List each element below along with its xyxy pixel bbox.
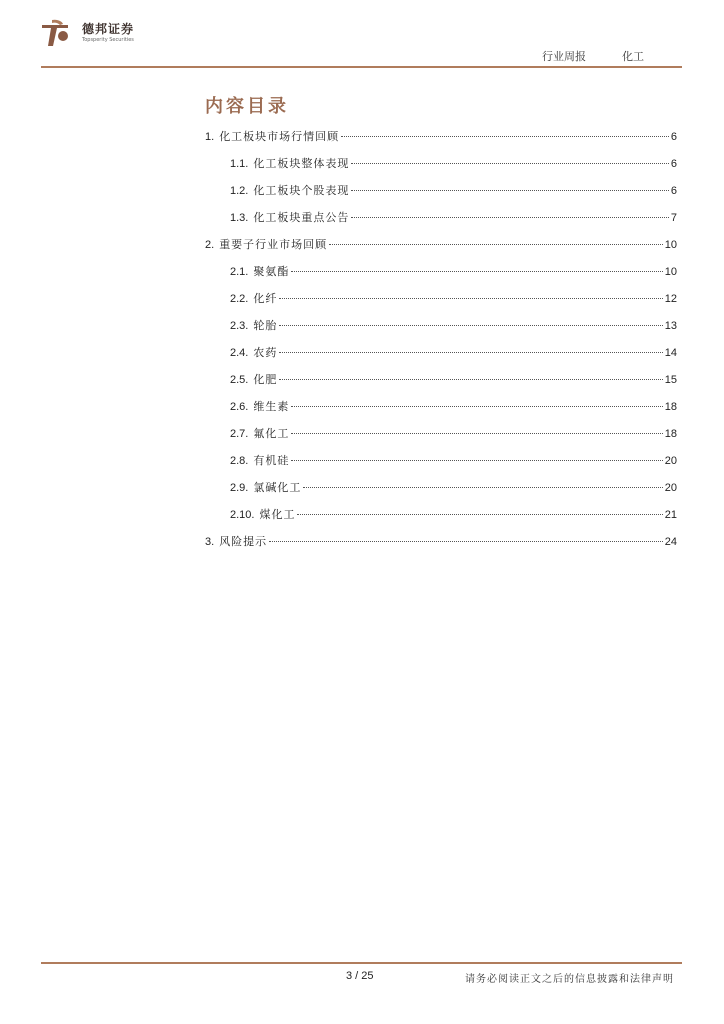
toc-entry[interactable] bbox=[205, 425, 677, 452]
toc-entry-page: 18 bbox=[664, 428, 677, 440]
toc-entry[interactable] bbox=[205, 533, 677, 560]
toc-entry-number: 2. bbox=[205, 239, 215, 251]
toc-entry-text: 化工板块个股表现 bbox=[253, 184, 350, 197]
toc-entry-text: 化肥 bbox=[253, 373, 278, 386]
toc-title: 内容目录 bbox=[205, 96, 289, 117]
dot-leader bbox=[351, 163, 669, 164]
toc-entry[interactable] bbox=[205, 344, 677, 371]
toc-entry[interactable] bbox=[205, 371, 677, 398]
page-indicator: 3 / 25 bbox=[346, 970, 374, 982]
toc-entry-page: 6 bbox=[670, 158, 677, 170]
toc-entry[interactable] bbox=[205, 236, 677, 263]
toc-entry[interactable] bbox=[205, 182, 677, 209]
toc-entry-number: 2.1. bbox=[230, 266, 249, 278]
toc-entry-text: 化工板块市场行情回顾 bbox=[219, 130, 340, 143]
dot-leader bbox=[279, 352, 662, 353]
logo-text-cn: 德邦证券 bbox=[82, 22, 135, 36]
toc-entry-text: 农药 bbox=[253, 346, 278, 359]
toc-entry[interactable] bbox=[205, 398, 677, 425]
legal-disclaimer: 请务必阅读正文之后的信息披露和法律声明 bbox=[465, 974, 674, 985]
toc-entry[interactable] bbox=[205, 290, 677, 317]
toc-entry-number: 2.8. bbox=[230, 455, 249, 467]
header-tags bbox=[542, 48, 644, 64]
toc-entry-page: 18 bbox=[664, 401, 677, 413]
dot-leader bbox=[303, 487, 662, 488]
toc-entry-text: 轮胎 bbox=[253, 319, 278, 332]
toc-entry-page: 13 bbox=[664, 320, 677, 332]
toc-entry[interactable] bbox=[205, 263, 677, 290]
company-logo bbox=[38, 16, 158, 50]
toc-entry-text: 煤化工 bbox=[259, 508, 296, 521]
toc-entry-number: 2.7. bbox=[230, 428, 249, 440]
dot-leader bbox=[351, 190, 669, 191]
toc-entry-number: 1.1. bbox=[230, 158, 249, 170]
header-divider bbox=[41, 66, 682, 68]
toc-entry-text: 化工板块重点公告 bbox=[253, 211, 350, 224]
industry-label: 化工 bbox=[622, 50, 644, 63]
toc-entry-page: 6 bbox=[670, 185, 677, 197]
toc-entry-text: 聚氨酯 bbox=[253, 265, 290, 278]
toc-entry-page: 20 bbox=[664, 455, 677, 467]
toc-entry-number: 2.10. bbox=[230, 509, 255, 521]
toc-entry-number: 2.6. bbox=[230, 401, 249, 413]
dot-leader bbox=[279, 379, 662, 380]
dot-leader bbox=[291, 460, 662, 461]
toc-entry-text: 有机硅 bbox=[253, 454, 290, 467]
toc-entry-text: 化工板块整体表现 bbox=[253, 157, 350, 170]
toc-entry-text: 维生素 bbox=[253, 400, 290, 413]
toc-entry[interactable] bbox=[205, 128, 677, 155]
toc-entry-text: 风险提示 bbox=[219, 535, 268, 548]
toc-entry[interactable] bbox=[205, 452, 677, 479]
dot-leader bbox=[341, 136, 669, 137]
toc-entry[interactable] bbox=[205, 479, 677, 506]
toc-entry-text: 化纤 bbox=[253, 292, 278, 305]
dot-leader bbox=[351, 217, 669, 218]
toc-entry-page: 6 bbox=[670, 131, 677, 143]
logo-text-en: Topsperity Securities bbox=[82, 37, 134, 43]
dot-leader bbox=[291, 406, 662, 407]
toc-entry-text: 氯碱化工 bbox=[253, 481, 302, 494]
footer-divider bbox=[41, 962, 682, 964]
dot-leader bbox=[269, 541, 663, 542]
toc-entry-page: 10 bbox=[664, 266, 677, 278]
toc-entry[interactable] bbox=[205, 155, 677, 182]
toc-entry-text: 氟化工 bbox=[253, 427, 290, 440]
toc-entry-text: 重要子行业市场回顾 bbox=[219, 238, 328, 251]
toc-entry-page: 15 bbox=[664, 374, 677, 386]
toc-entry-number: 2.5. bbox=[230, 374, 249, 386]
toc-entry-number: 1. bbox=[205, 131, 215, 143]
dot-leader bbox=[279, 325, 662, 326]
toc-entry-page: 7 bbox=[670, 212, 677, 224]
toc-entry-page: 14 bbox=[664, 347, 677, 359]
toc-entry-number: 3. bbox=[205, 536, 215, 548]
dot-leader bbox=[297, 514, 662, 515]
toc-entry-page: 10 bbox=[664, 239, 677, 251]
table-of-contents bbox=[205, 128, 677, 560]
toc-entry-page: 24 bbox=[664, 536, 677, 548]
dot-leader bbox=[329, 244, 663, 245]
toc-entry-page: 20 bbox=[664, 482, 677, 494]
toc-entry-page: 21 bbox=[664, 509, 677, 521]
dot-leader bbox=[279, 298, 662, 299]
toc-entry-number: 1.2. bbox=[230, 185, 249, 197]
toc-entry-number: 2.9. bbox=[230, 482, 249, 494]
toc-entry-number: 1.3. bbox=[230, 212, 249, 224]
toc-entry-number: 2.3. bbox=[230, 320, 249, 332]
toc-entry-number: 2.4. bbox=[230, 347, 249, 359]
toc-entry[interactable] bbox=[205, 506, 677, 533]
toc-entry-page: 12 bbox=[664, 293, 677, 305]
toc-entry-number: 2.2. bbox=[230, 293, 249, 305]
dot-leader bbox=[291, 271, 662, 272]
toc-entry[interactable] bbox=[205, 317, 677, 344]
report-type-label: 行业周报 bbox=[542, 50, 586, 63]
topsperity-logo-icon bbox=[38, 16, 72, 50]
toc-entry[interactable] bbox=[205, 209, 677, 236]
dot-leader bbox=[291, 433, 662, 434]
